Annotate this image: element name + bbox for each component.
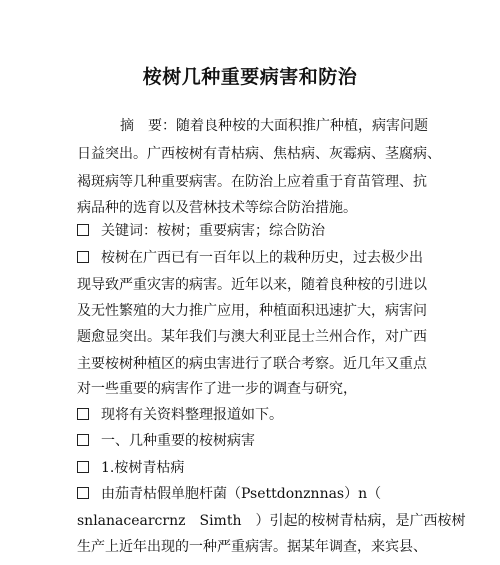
report-text: 现将有关资料整理报道如下。 bbox=[101, 407, 283, 423]
report-paragraph bbox=[77, 407, 283, 423]
subsection-heading-text: 1.桉树青枯病 bbox=[101, 460, 185, 476]
checkbox-icon bbox=[77, 434, 89, 446]
intro-line: 桉树在广西已有一百年以上的栽种历史，过去极少出 bbox=[101, 250, 423, 266]
abstract-line: 摘 要：随着良种桉的大面积推广种植，病害问题 bbox=[120, 118, 428, 134]
abstract-line: 日益突出。广西桉树有青枯病、焦枯病、灰霉病、茎腐病、 bbox=[77, 146, 441, 162]
document-title: 桉树几种重要病害和防治 bbox=[142, 66, 358, 88]
section-heading bbox=[77, 433, 255, 449]
intro-line: 题愈显突出。某年我们与澳大利亚昆士兰州合作，对广西 bbox=[77, 329, 427, 345]
intro-paragraph-first-line bbox=[77, 250, 423, 266]
checkbox-icon bbox=[77, 408, 89, 420]
body-paragraph-first-line bbox=[77, 486, 381, 502]
keywords-text: 关键词：桉树；重要病害；综合防治 bbox=[101, 223, 325, 239]
intro-line: 对一些重要的病害作了进一步的调查与研究， bbox=[77, 381, 357, 397]
body-line: 生产上近年出现的一种严重病害。据某年调查，来宾县、 bbox=[77, 539, 427, 555]
abstract-line: 褐斑病等几种重要病害。在防治上应着重于育苗管理、抗 bbox=[77, 174, 427, 190]
section-heading-text: 一、几种重要的桉树病害 bbox=[101, 433, 255, 449]
body-line: snlanacearcrnz Simth ）引起的桉树青枯病，是广西桉树 bbox=[77, 513, 466, 529]
checkbox-icon bbox=[77, 251, 89, 263]
intro-line: 现导致严重灾害的病害。近年以来，随着良种桉的引进以 bbox=[77, 277, 427, 293]
abstract-line: 病品种的选育以及营林技术等综合防治措施。 bbox=[77, 200, 357, 216]
body-line: 由茄青枯假单胞杆菌（Psettdonznnas）n（ bbox=[101, 486, 382, 502]
checkbox-icon bbox=[77, 487, 89, 499]
checkbox-icon bbox=[77, 224, 89, 236]
checkbox-icon bbox=[77, 461, 89, 473]
intro-line: 及无性繁殖的大力推广应用，种植面积迅速扩大，病害问 bbox=[77, 303, 427, 319]
keywords-paragraph bbox=[77, 223, 325, 239]
intro-line: 主要桉树种植区的病虫害进行了联合考察。近几年又重点 bbox=[77, 356, 427, 372]
subsection-heading bbox=[77, 460, 184, 476]
